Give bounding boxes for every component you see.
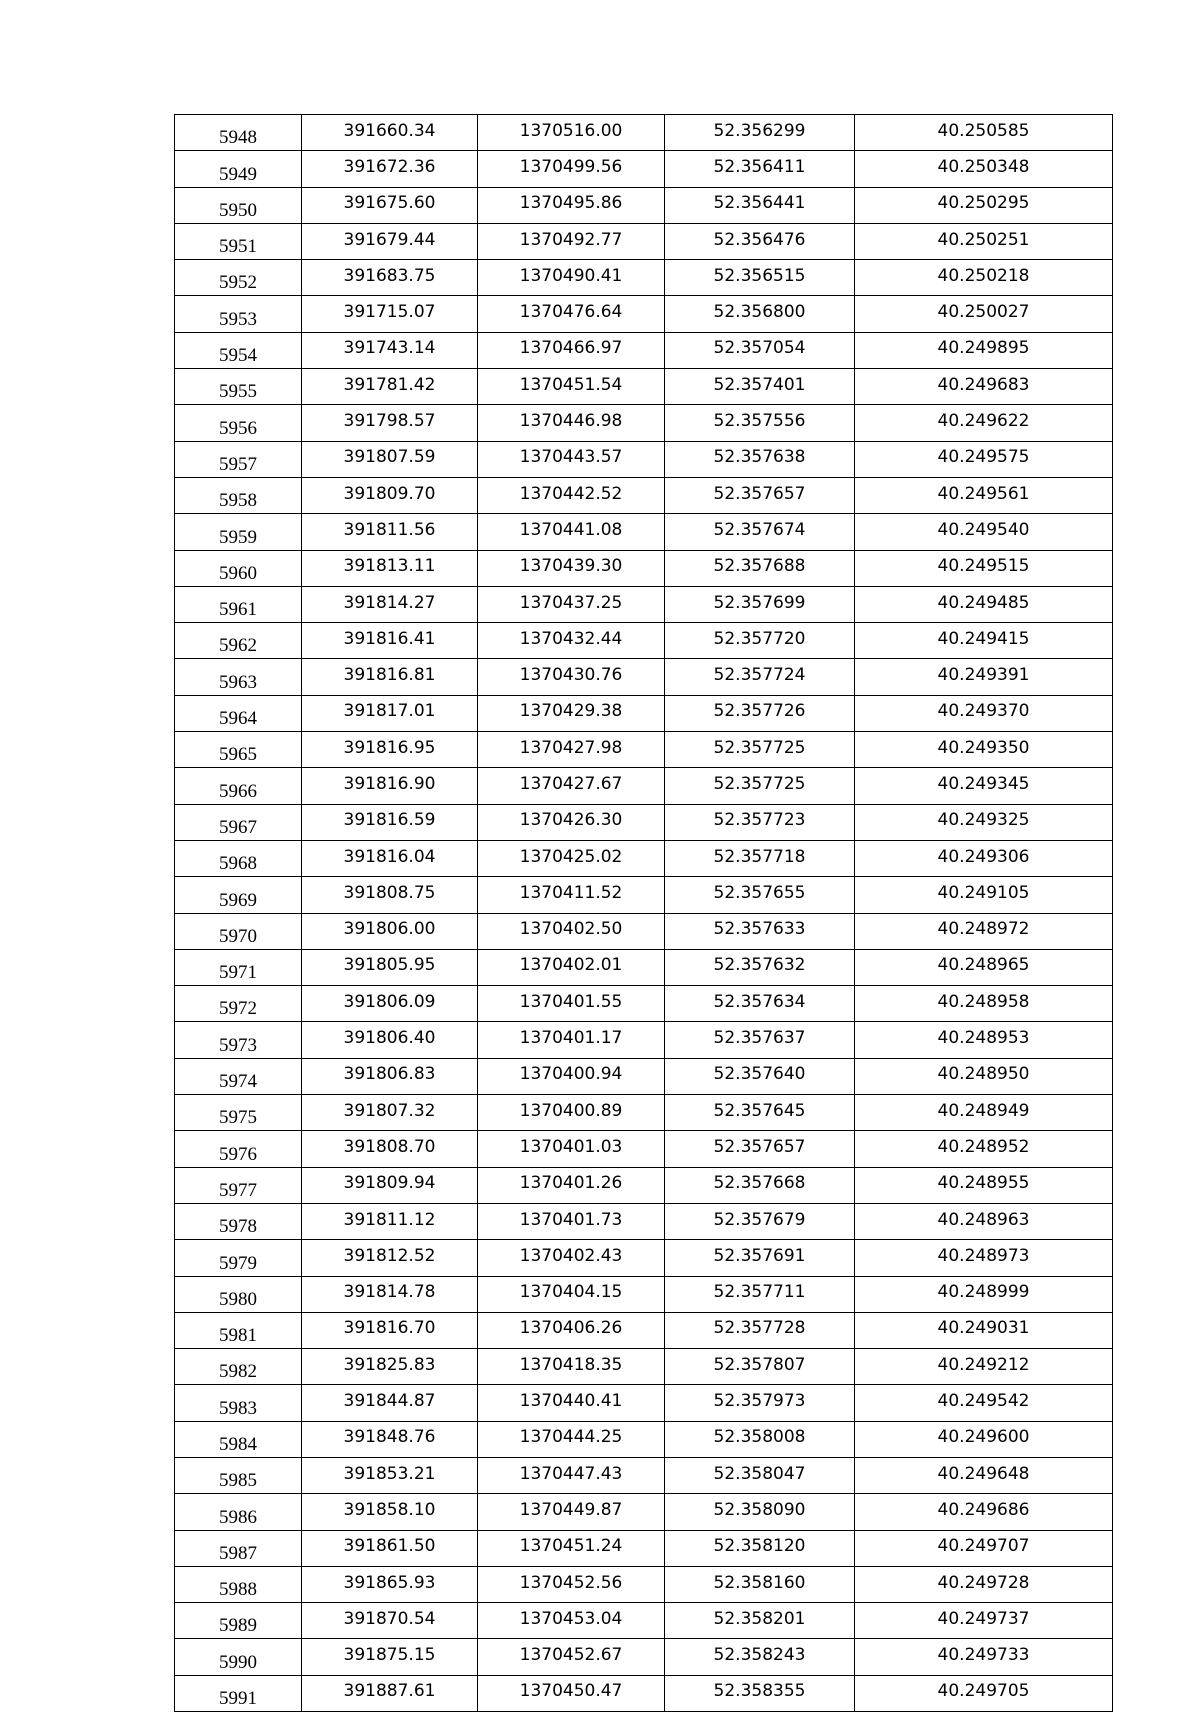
- latitude-cell: 52.357634: [665, 986, 855, 1022]
- x-coordinate-cell: 391814.27: [302, 586, 478, 622]
- point-number-cell: 5972: [175, 986, 302, 1022]
- point-number-cell: 5973: [175, 1022, 302, 1058]
- point-number-cell: 5985: [175, 1457, 302, 1493]
- longitude-cell: 40.249350: [855, 732, 1113, 768]
- latitude-cell: 52.357655: [665, 877, 855, 913]
- x-coordinate-cell: 391675.60: [302, 187, 478, 223]
- y-coordinate-cell: 1370427.98: [478, 732, 665, 768]
- point-number-cell: 5983: [175, 1385, 302, 1421]
- x-coordinate-cell: 391811.12: [302, 1203, 478, 1239]
- point-number-cell: 5978: [175, 1203, 302, 1239]
- table-row: [175, 514, 1113, 550]
- point-number-cell: 5953: [175, 296, 302, 332]
- latitude-cell: 52.357728: [665, 1312, 855, 1348]
- y-coordinate-cell: 1370453.04: [478, 1603, 665, 1639]
- point-number-cell: 5958: [175, 477, 302, 513]
- longitude-cell: 40.249733: [855, 1639, 1113, 1675]
- y-coordinate-cell: 1370440.41: [478, 1385, 665, 1421]
- point-number-cell: 5966: [175, 768, 302, 804]
- table-row: [175, 260, 1113, 296]
- point-number-cell: 5968: [175, 840, 302, 876]
- longitude-cell: 40.250027: [855, 296, 1113, 332]
- latitude-cell: 52.357657: [665, 477, 855, 513]
- point-number-cell: 5949: [175, 151, 302, 187]
- x-coordinate-cell: 391816.04: [302, 840, 478, 876]
- latitude-cell: 52.356800: [665, 296, 855, 332]
- x-coordinate-cell: 391813.11: [302, 550, 478, 586]
- x-coordinate-cell: 391679.44: [302, 223, 478, 259]
- y-coordinate-cell: 1370443.57: [478, 441, 665, 477]
- x-coordinate-cell: 391825.83: [302, 1349, 478, 1385]
- table-row: [175, 1603, 1113, 1639]
- y-coordinate-cell: 1370451.24: [478, 1530, 665, 1566]
- table-row: [175, 405, 1113, 441]
- y-coordinate-cell: 1370476.64: [478, 296, 665, 332]
- y-coordinate-cell: 1370402.50: [478, 913, 665, 949]
- table-row: [175, 1494, 1113, 1530]
- x-coordinate-cell: 391683.75: [302, 260, 478, 296]
- latitude-cell: 52.356299: [665, 115, 855, 151]
- y-coordinate-cell: 1370401.55: [478, 986, 665, 1022]
- table-row: [175, 1312, 1113, 1348]
- latitude-cell: 52.357725: [665, 732, 855, 768]
- longitude-cell: 40.248950: [855, 1058, 1113, 1094]
- latitude-cell: 52.357674: [665, 514, 855, 550]
- y-coordinate-cell: 1370402.43: [478, 1240, 665, 1276]
- y-coordinate-cell: 1370401.03: [478, 1131, 665, 1167]
- y-coordinate-cell: 1370401.73: [478, 1203, 665, 1239]
- y-coordinate-cell: 1370406.26: [478, 1312, 665, 1348]
- latitude-cell: 52.358090: [665, 1494, 855, 1530]
- x-coordinate-cell: 391816.59: [302, 804, 478, 840]
- x-coordinate-cell: 391672.36: [302, 151, 478, 187]
- y-coordinate-cell: 1370492.77: [478, 223, 665, 259]
- table-row: [175, 695, 1113, 731]
- x-coordinate-cell: 391781.42: [302, 369, 478, 405]
- latitude-cell: 52.357720: [665, 623, 855, 659]
- latitude-cell: 52.357645: [665, 1095, 855, 1131]
- x-coordinate-cell: 391806.09: [302, 986, 478, 1022]
- longitude-cell: 40.249622: [855, 405, 1113, 441]
- x-coordinate-cell: 391875.15: [302, 1639, 478, 1675]
- x-coordinate-cell: 391808.70: [302, 1131, 478, 1167]
- table-row: [175, 115, 1113, 151]
- table-row: [175, 1639, 1113, 1675]
- point-number-cell: 5957: [175, 441, 302, 477]
- x-coordinate-cell: 391816.41: [302, 623, 478, 659]
- point-number-cell: 5975: [175, 1095, 302, 1131]
- point-number-cell: 5984: [175, 1421, 302, 1457]
- longitude-cell: 40.248949: [855, 1095, 1113, 1131]
- y-coordinate-cell: 1370418.35: [478, 1349, 665, 1385]
- table-row: [175, 1022, 1113, 1058]
- latitude-cell: 52.357718: [665, 840, 855, 876]
- latitude-cell: 52.358355: [665, 1675, 855, 1711]
- y-coordinate-cell: 1370426.30: [478, 804, 665, 840]
- longitude-cell: 40.249212: [855, 1349, 1113, 1385]
- point-number-cell: 5964: [175, 695, 302, 731]
- table-row: [175, 586, 1113, 622]
- y-coordinate-cell: 1370437.25: [478, 586, 665, 622]
- x-coordinate-cell: 391809.70: [302, 477, 478, 513]
- table-row: [175, 1131, 1113, 1167]
- point-number-cell: 5950: [175, 187, 302, 223]
- y-coordinate-cell: 1370427.67: [478, 768, 665, 804]
- longitude-cell: 40.249683: [855, 369, 1113, 405]
- longitude-cell: 40.249561: [855, 477, 1113, 513]
- x-coordinate-cell: 391806.00: [302, 913, 478, 949]
- latitude-cell: 52.357711: [665, 1276, 855, 1312]
- latitude-cell: 52.356476: [665, 223, 855, 259]
- y-coordinate-cell: 1370516.00: [478, 115, 665, 151]
- x-coordinate-cell: 391715.07: [302, 296, 478, 332]
- x-coordinate-cell: 391809.94: [302, 1167, 478, 1203]
- x-coordinate-cell: 391887.61: [302, 1675, 478, 1711]
- point-number-cell: 5977: [175, 1167, 302, 1203]
- table-row: [175, 1240, 1113, 1276]
- point-number-cell: 5962: [175, 623, 302, 659]
- latitude-cell: 52.357657: [665, 1131, 855, 1167]
- latitude-cell: 52.356411: [665, 151, 855, 187]
- longitude-cell: 40.248953: [855, 1022, 1113, 1058]
- latitude-cell: 52.357054: [665, 332, 855, 368]
- longitude-cell: 40.250218: [855, 260, 1113, 296]
- table-row: [175, 477, 1113, 513]
- point-number-cell: 5948: [175, 115, 302, 151]
- latitude-cell: 52.357723: [665, 804, 855, 840]
- longitude-cell: 40.249575: [855, 441, 1113, 477]
- longitude-cell: 40.249686: [855, 1494, 1113, 1530]
- x-coordinate-cell: 391814.78: [302, 1276, 478, 1312]
- longitude-cell: 40.249728: [855, 1566, 1113, 1602]
- x-coordinate-cell: 391660.34: [302, 115, 478, 151]
- y-coordinate-cell: 1370400.94: [478, 1058, 665, 1094]
- point-number-cell: 5960: [175, 550, 302, 586]
- point-number-cell: 5979: [175, 1240, 302, 1276]
- y-coordinate-cell: 1370429.38: [478, 695, 665, 731]
- latitude-cell: 52.357637: [665, 1022, 855, 1058]
- longitude-cell: 40.249737: [855, 1603, 1113, 1639]
- y-coordinate-cell: 1370444.25: [478, 1421, 665, 1457]
- table-row: [175, 768, 1113, 804]
- longitude-cell: 40.250348: [855, 151, 1113, 187]
- point-number-cell: 5982: [175, 1349, 302, 1385]
- point-number-cell: 5974: [175, 1058, 302, 1094]
- latitude-cell: 52.357401: [665, 369, 855, 405]
- longitude-cell: 40.248973: [855, 1240, 1113, 1276]
- table-row: [175, 1203, 1113, 1239]
- longitude-cell: 40.249325: [855, 804, 1113, 840]
- longitude-cell: 40.250585: [855, 115, 1113, 151]
- table-row: [175, 659, 1113, 695]
- table-row: [175, 913, 1113, 949]
- latitude-cell: 52.358243: [665, 1639, 855, 1675]
- point-number-cell: 5963: [175, 659, 302, 695]
- point-number-cell: 5959: [175, 514, 302, 550]
- x-coordinate-cell: 391844.87: [302, 1385, 478, 1421]
- latitude-cell: 52.356441: [665, 187, 855, 223]
- point-number-cell: 5980: [175, 1276, 302, 1312]
- x-coordinate-cell: 391816.81: [302, 659, 478, 695]
- longitude-cell: 40.248965: [855, 949, 1113, 985]
- longitude-cell: 40.249031: [855, 1312, 1113, 1348]
- latitude-cell: 52.357691: [665, 1240, 855, 1276]
- coordinate-table: [174, 114, 1113, 1712]
- y-coordinate-cell: 1370404.15: [478, 1276, 665, 1312]
- longitude-cell: 40.249515: [855, 550, 1113, 586]
- x-coordinate-cell: 391853.21: [302, 1457, 478, 1493]
- table-row: [175, 1530, 1113, 1566]
- x-coordinate-cell: 391807.59: [302, 441, 478, 477]
- latitude-cell: 52.357725: [665, 768, 855, 804]
- longitude-cell: 40.250251: [855, 223, 1113, 259]
- latitude-cell: 52.358160: [665, 1566, 855, 1602]
- x-coordinate-cell: 391806.40: [302, 1022, 478, 1058]
- y-coordinate-cell: 1370466.97: [478, 332, 665, 368]
- latitude-cell: 52.358120: [665, 1530, 855, 1566]
- y-coordinate-cell: 1370401.26: [478, 1167, 665, 1203]
- table-row: [175, 623, 1113, 659]
- y-coordinate-cell: 1370400.89: [478, 1095, 665, 1131]
- latitude-cell: 52.357973: [665, 1385, 855, 1421]
- x-coordinate-cell: 391805.95: [302, 949, 478, 985]
- table-row: [175, 332, 1113, 368]
- longitude-cell: 40.250295: [855, 187, 1113, 223]
- table-row: [175, 1058, 1113, 1094]
- point-number-cell: 5986: [175, 1494, 302, 1530]
- table-row: [175, 1457, 1113, 1493]
- table-row: [175, 1421, 1113, 1457]
- latitude-cell: 52.358008: [665, 1421, 855, 1457]
- x-coordinate-cell: 391861.50: [302, 1530, 478, 1566]
- longitude-cell: 40.249370: [855, 695, 1113, 731]
- point-number-cell: 5990: [175, 1639, 302, 1675]
- point-number-cell: 5971: [175, 949, 302, 985]
- table-row: [175, 1385, 1113, 1421]
- x-coordinate-cell: 391807.32: [302, 1095, 478, 1131]
- longitude-cell: 40.249542: [855, 1385, 1113, 1421]
- point-number-cell: 5967: [175, 804, 302, 840]
- y-coordinate-cell: 1370447.43: [478, 1457, 665, 1493]
- latitude-cell: 52.357679: [665, 1203, 855, 1239]
- y-coordinate-cell: 1370490.41: [478, 260, 665, 296]
- y-coordinate-cell: 1370451.54: [478, 369, 665, 405]
- longitude-cell: 40.249707: [855, 1530, 1113, 1566]
- latitude-cell: 52.357699: [665, 586, 855, 622]
- x-coordinate-cell: 391858.10: [302, 1494, 478, 1530]
- x-coordinate-cell: 391806.83: [302, 1058, 478, 1094]
- table-row: [175, 986, 1113, 1022]
- longitude-cell: 40.249345: [855, 768, 1113, 804]
- table-row: [175, 732, 1113, 768]
- longitude-cell: 40.248955: [855, 1167, 1113, 1203]
- latitude-cell: 52.356515: [665, 260, 855, 296]
- y-coordinate-cell: 1370450.47: [478, 1675, 665, 1711]
- point-number-cell: 5956: [175, 405, 302, 441]
- longitude-cell: 40.249415: [855, 623, 1113, 659]
- longitude-cell: 40.249391: [855, 659, 1113, 695]
- longitude-cell: 40.248972: [855, 913, 1113, 949]
- y-coordinate-cell: 1370452.67: [478, 1639, 665, 1675]
- table-row: [175, 151, 1113, 187]
- table-row: [175, 1095, 1113, 1131]
- table-row: [175, 804, 1113, 840]
- table-row: [175, 223, 1113, 259]
- point-number-cell: 5988: [175, 1566, 302, 1602]
- point-number-cell: 5970: [175, 913, 302, 949]
- table-row: [175, 1276, 1113, 1312]
- y-coordinate-cell: 1370441.08: [478, 514, 665, 550]
- y-coordinate-cell: 1370432.44: [478, 623, 665, 659]
- point-number-cell: 5951: [175, 223, 302, 259]
- x-coordinate-cell: 391816.70: [302, 1312, 478, 1348]
- latitude-cell: 52.357556: [665, 405, 855, 441]
- latitude-cell: 52.357688: [665, 550, 855, 586]
- table-row: [175, 441, 1113, 477]
- point-number-cell: 5961: [175, 586, 302, 622]
- latitude-cell: 52.357807: [665, 1349, 855, 1385]
- table-row: [175, 949, 1113, 985]
- coordinate-table-body: [175, 115, 1113, 1712]
- y-coordinate-cell: 1370499.56: [478, 151, 665, 187]
- x-coordinate-cell: 391811.56: [302, 514, 478, 550]
- latitude-cell: 52.357638: [665, 441, 855, 477]
- point-number-cell: 5989: [175, 1603, 302, 1639]
- table-row: [175, 1675, 1113, 1711]
- y-coordinate-cell: 1370442.52: [478, 477, 665, 513]
- y-coordinate-cell: 1370411.52: [478, 877, 665, 913]
- x-coordinate-cell: 391817.01: [302, 695, 478, 731]
- point-number-cell: 5952: [175, 260, 302, 296]
- longitude-cell: 40.249485: [855, 586, 1113, 622]
- latitude-cell: 52.358047: [665, 1457, 855, 1493]
- longitude-cell: 40.249306: [855, 840, 1113, 876]
- latitude-cell: 52.357668: [665, 1167, 855, 1203]
- x-coordinate-cell: 391808.75: [302, 877, 478, 913]
- longitude-cell: 40.248958: [855, 986, 1113, 1022]
- longitude-cell: 40.249705: [855, 1675, 1113, 1711]
- longitude-cell: 40.248952: [855, 1131, 1113, 1167]
- table-row: [175, 550, 1113, 586]
- latitude-cell: 52.357640: [665, 1058, 855, 1094]
- longitude-cell: 40.248999: [855, 1276, 1113, 1312]
- point-number-cell: 5976: [175, 1131, 302, 1167]
- latitude-cell: 52.358201: [665, 1603, 855, 1639]
- table-row: [175, 187, 1113, 223]
- point-number-cell: 5969: [175, 877, 302, 913]
- table-row: [175, 1566, 1113, 1602]
- longitude-cell: 40.249105: [855, 877, 1113, 913]
- y-coordinate-cell: 1370452.56: [478, 1566, 665, 1602]
- latitude-cell: 52.357632: [665, 949, 855, 985]
- x-coordinate-cell: 391848.76: [302, 1421, 478, 1457]
- point-number-cell: 5991: [175, 1675, 302, 1711]
- x-coordinate-cell: 391865.93: [302, 1566, 478, 1602]
- longitude-cell: 40.249895: [855, 332, 1113, 368]
- y-coordinate-cell: 1370495.86: [478, 187, 665, 223]
- x-coordinate-cell: 391743.14: [302, 332, 478, 368]
- longitude-cell: 40.249600: [855, 1421, 1113, 1457]
- point-number-cell: 5981: [175, 1312, 302, 1348]
- table-row: [175, 369, 1113, 405]
- table-row: [175, 1349, 1113, 1385]
- longitude-cell: 40.248963: [855, 1203, 1113, 1239]
- y-coordinate-cell: 1370402.01: [478, 949, 665, 985]
- y-coordinate-cell: 1370425.02: [478, 840, 665, 876]
- x-coordinate-cell: 391798.57: [302, 405, 478, 441]
- x-coordinate-cell: 391816.90: [302, 768, 478, 804]
- latitude-cell: 52.357724: [665, 659, 855, 695]
- x-coordinate-cell: 391816.95: [302, 732, 478, 768]
- y-coordinate-cell: 1370439.30: [478, 550, 665, 586]
- y-coordinate-cell: 1370446.98: [478, 405, 665, 441]
- point-number-cell: 5955: [175, 369, 302, 405]
- point-number-cell: 5987: [175, 1530, 302, 1566]
- x-coordinate-cell: 391812.52: [302, 1240, 478, 1276]
- longitude-cell: 40.249540: [855, 514, 1113, 550]
- longitude-cell: 40.249648: [855, 1457, 1113, 1493]
- y-coordinate-cell: 1370401.17: [478, 1022, 665, 1058]
- point-number-cell: 5965: [175, 732, 302, 768]
- point-number-cell: 5954: [175, 332, 302, 368]
- latitude-cell: 52.357726: [665, 695, 855, 731]
- y-coordinate-cell: 1370430.76: [478, 659, 665, 695]
- x-coordinate-cell: 391870.54: [302, 1603, 478, 1639]
- y-coordinate-cell: 1370449.87: [478, 1494, 665, 1530]
- table-row: [175, 1167, 1113, 1203]
- latitude-cell: 52.357633: [665, 913, 855, 949]
- table-row: [175, 877, 1113, 913]
- table-row: [175, 840, 1113, 876]
- table-row: [175, 296, 1113, 332]
